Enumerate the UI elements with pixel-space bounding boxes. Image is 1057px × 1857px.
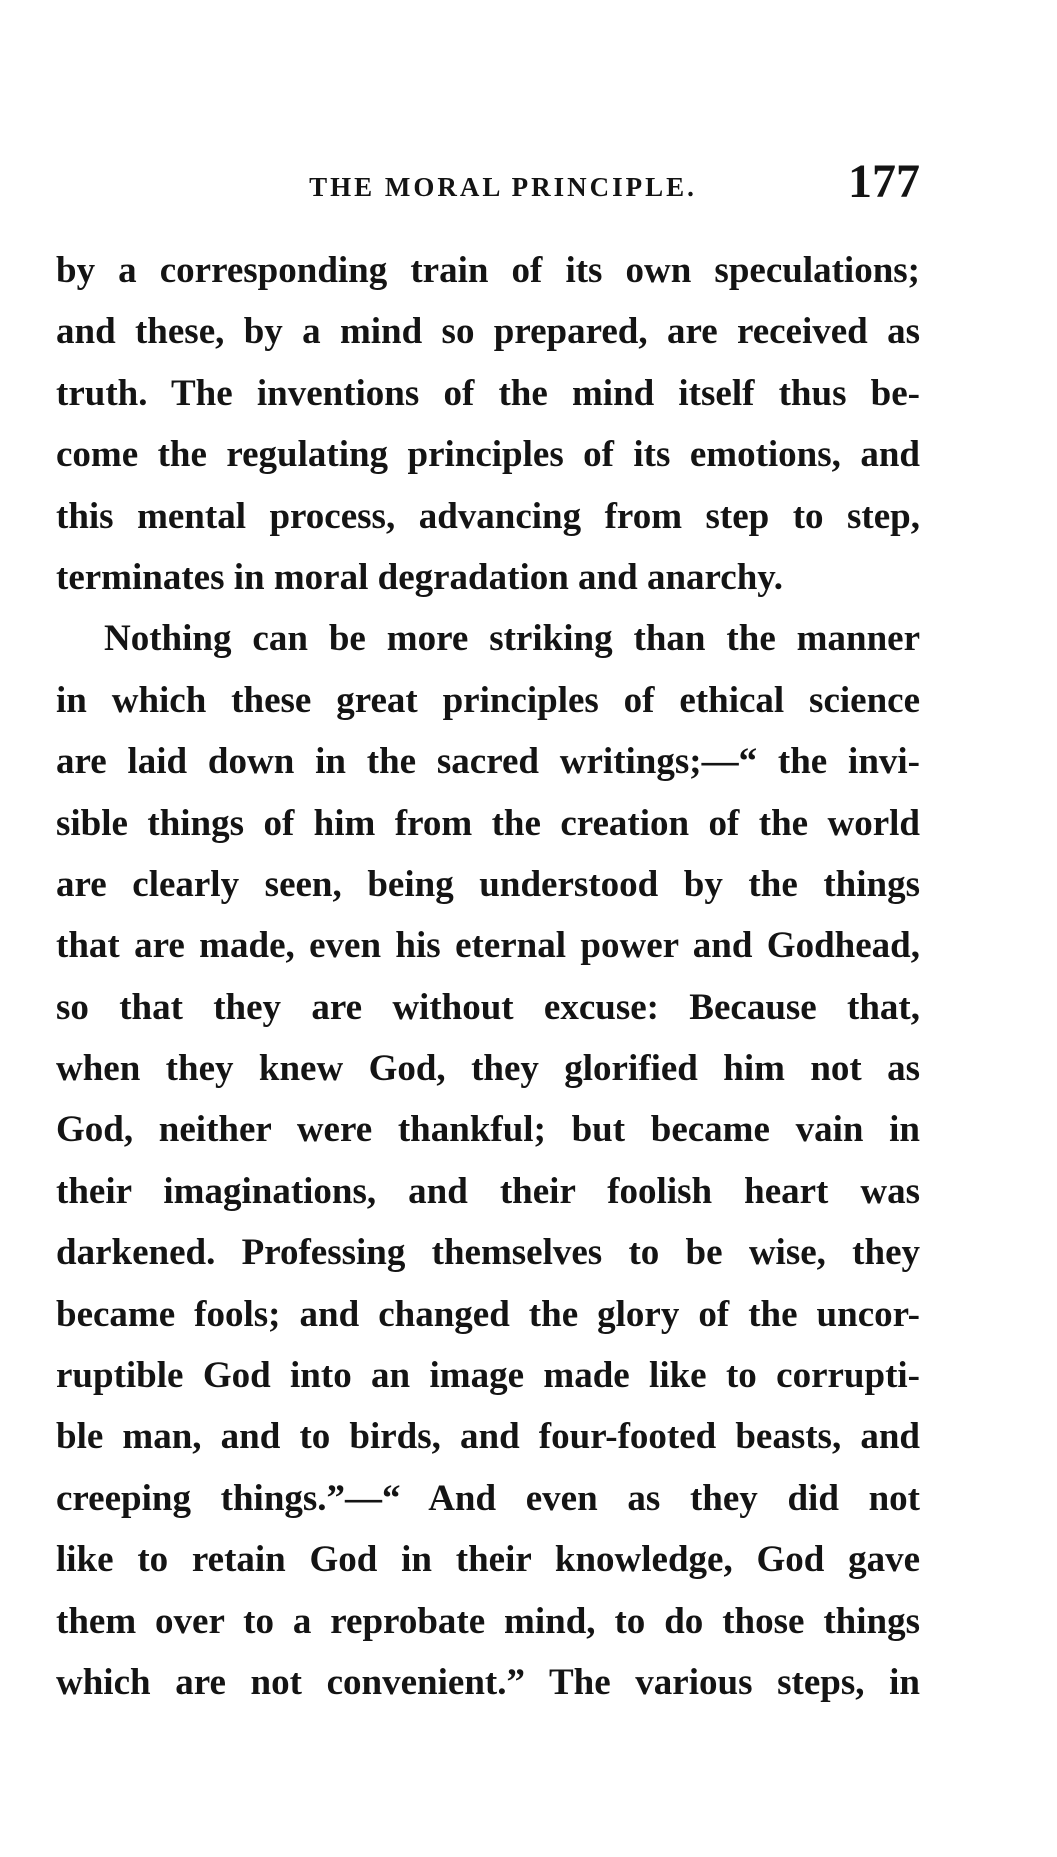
text-line: that are made, even his eternal power and Godhead, [56, 925, 920, 967]
text-line: are laid down in the sacred writings;—“ the invi- [56, 741, 920, 783]
text-line: their imaginations, and their foolish heart was [56, 1170, 920, 1212]
text-line: truth. The inventions of the mind itself thus be- [56, 372, 920, 414]
paragraph-first-line: Nothing can be more striking than the manner [104, 618, 920, 660]
paragraph-last-line: terminates in moral degradation and anarchy. [56, 556, 783, 598]
text-line: by a corresponding train of its own speculations; [56, 250, 920, 291]
running-head [56, 155, 920, 218]
running-title: THE MORAL PRINCIPLE. [309, 172, 697, 202]
text-line: them over to a reprobate mind, to do those things [56, 1600, 920, 1642]
text-line: are clearly seen, being understood by the things [56, 863, 920, 905]
text-line: which are not convenient.” The various steps, in [56, 1661, 920, 1703]
text-line: creeping things.”—“ And even as they did not [56, 1477, 920, 1519]
text-line: this mental process, advancing from step to step, [56, 495, 920, 537]
text-line: God, neither were thankful; but became vain in [56, 1109, 920, 1151]
text-line: and these, by a mind so prepared, are received as [56, 311, 920, 353]
text-line: ruptible God into an image made like to corrupti- [56, 1355, 920, 1397]
text-line: when they knew God, they glorified him not as [56, 1048, 920, 1090]
text-line: come the regulating principles of its emotions, and [56, 434, 920, 476]
page-number: 177 [848, 155, 920, 208]
text-line: so that they are without excuse: Because that, [56, 986, 920, 1028]
text-line: became fools; and changed the glory of the uncor- [56, 1293, 920, 1335]
body-text [56, 240, 920, 1713]
text-line: ble man, and to birds, and four-footed beasts, and [56, 1416, 920, 1458]
text-line: in which these great principles of ethical science [56, 679, 920, 721]
text-line: like to retain God in their knowledge, God gave [56, 1539, 920, 1581]
text-line: darkened. Professing themselves to be wise, they [56, 1232, 920, 1274]
text-line: sible things of him from the creation of the world [56, 802, 920, 844]
